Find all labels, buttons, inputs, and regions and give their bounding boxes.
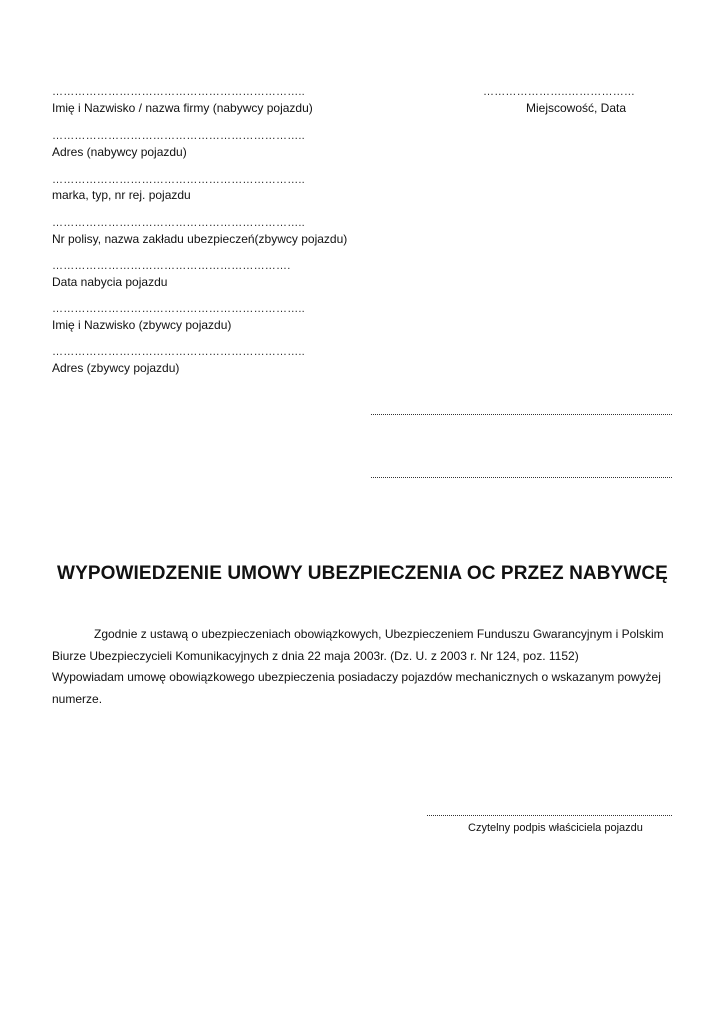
place-date-label: Miejscowość, Data <box>526 101 627 115</box>
signature-label: Czytelny podpis właściciela pojazdu <box>468 822 643 834</box>
field-label-purchase-date: Data nabycia pojazdu <box>52 275 168 289</box>
field-label-buyer-address: Adres (nabywcy pojazdu) <box>52 145 187 159</box>
field-label-policy: Nr polisy, nazwa zakładu ubezpieczeń(zbywcy pojazdu) <box>52 232 348 246</box>
field-dots-policy: ………………………………………………………….. <box>52 217 305 229</box>
recipient-line-2 <box>371 477 672 478</box>
field-label-seller-address: Adres (zbywcy pojazdu) <box>52 361 180 375</box>
body-line-3: Wypowiadam umowę obowiązkowego ubezpieczenia posiadaczy pojazdów mechanicznych o wskazanym powyżej <box>52 670 661 684</box>
field-label-buyer-name: Imię i Nazwisko / nazwa firmy (nabywcy pojazdu) <box>52 101 313 115</box>
field-dots-buyer-name: ………………………………………………………….. <box>52 86 305 98</box>
field-dots-seller-address: ………………………………………………………….. <box>52 346 305 358</box>
field-dots-purchase-date: ………………………………………………………. <box>52 260 291 272</box>
body-line-1: Zgodnie z ustawą o ubezpieczeniach obowiązkowych, Ubezpieczeniem Funduszu Gwarancyjnym i Polskim <box>94 627 664 641</box>
field-label-seller-name: Imię i Nazwisko (zbywcy pojazdu) <box>52 318 232 332</box>
document-title: WYPOWIEDZENIE UMOWY UBEZPIECZENIA OC PRZEZ NABYWCĘ <box>57 563 668 584</box>
recipient-line-1 <box>371 414 672 415</box>
body-line-2: Biurze Ubezpieczycieli Komunikacyjnych z dnia 22 maja 2003r. (Dz. U. z 2003 r. Nr 124, poz. 1152) <box>52 649 579 663</box>
field-dots-buyer-address: ………………………………………………………….. <box>52 130 305 142</box>
field-dots-vehicle: ………………………………………………………….. <box>52 174 305 186</box>
field-label-vehicle: marka, typ, nr rej. pojazdu <box>52 188 191 202</box>
body-line-4: numerze. <box>52 692 103 706</box>
signature-line <box>427 815 672 816</box>
place-date-dots: …………………..……………… <box>483 86 636 98</box>
field-dots-seller-name: ………………………………………………………….. <box>52 303 305 315</box>
